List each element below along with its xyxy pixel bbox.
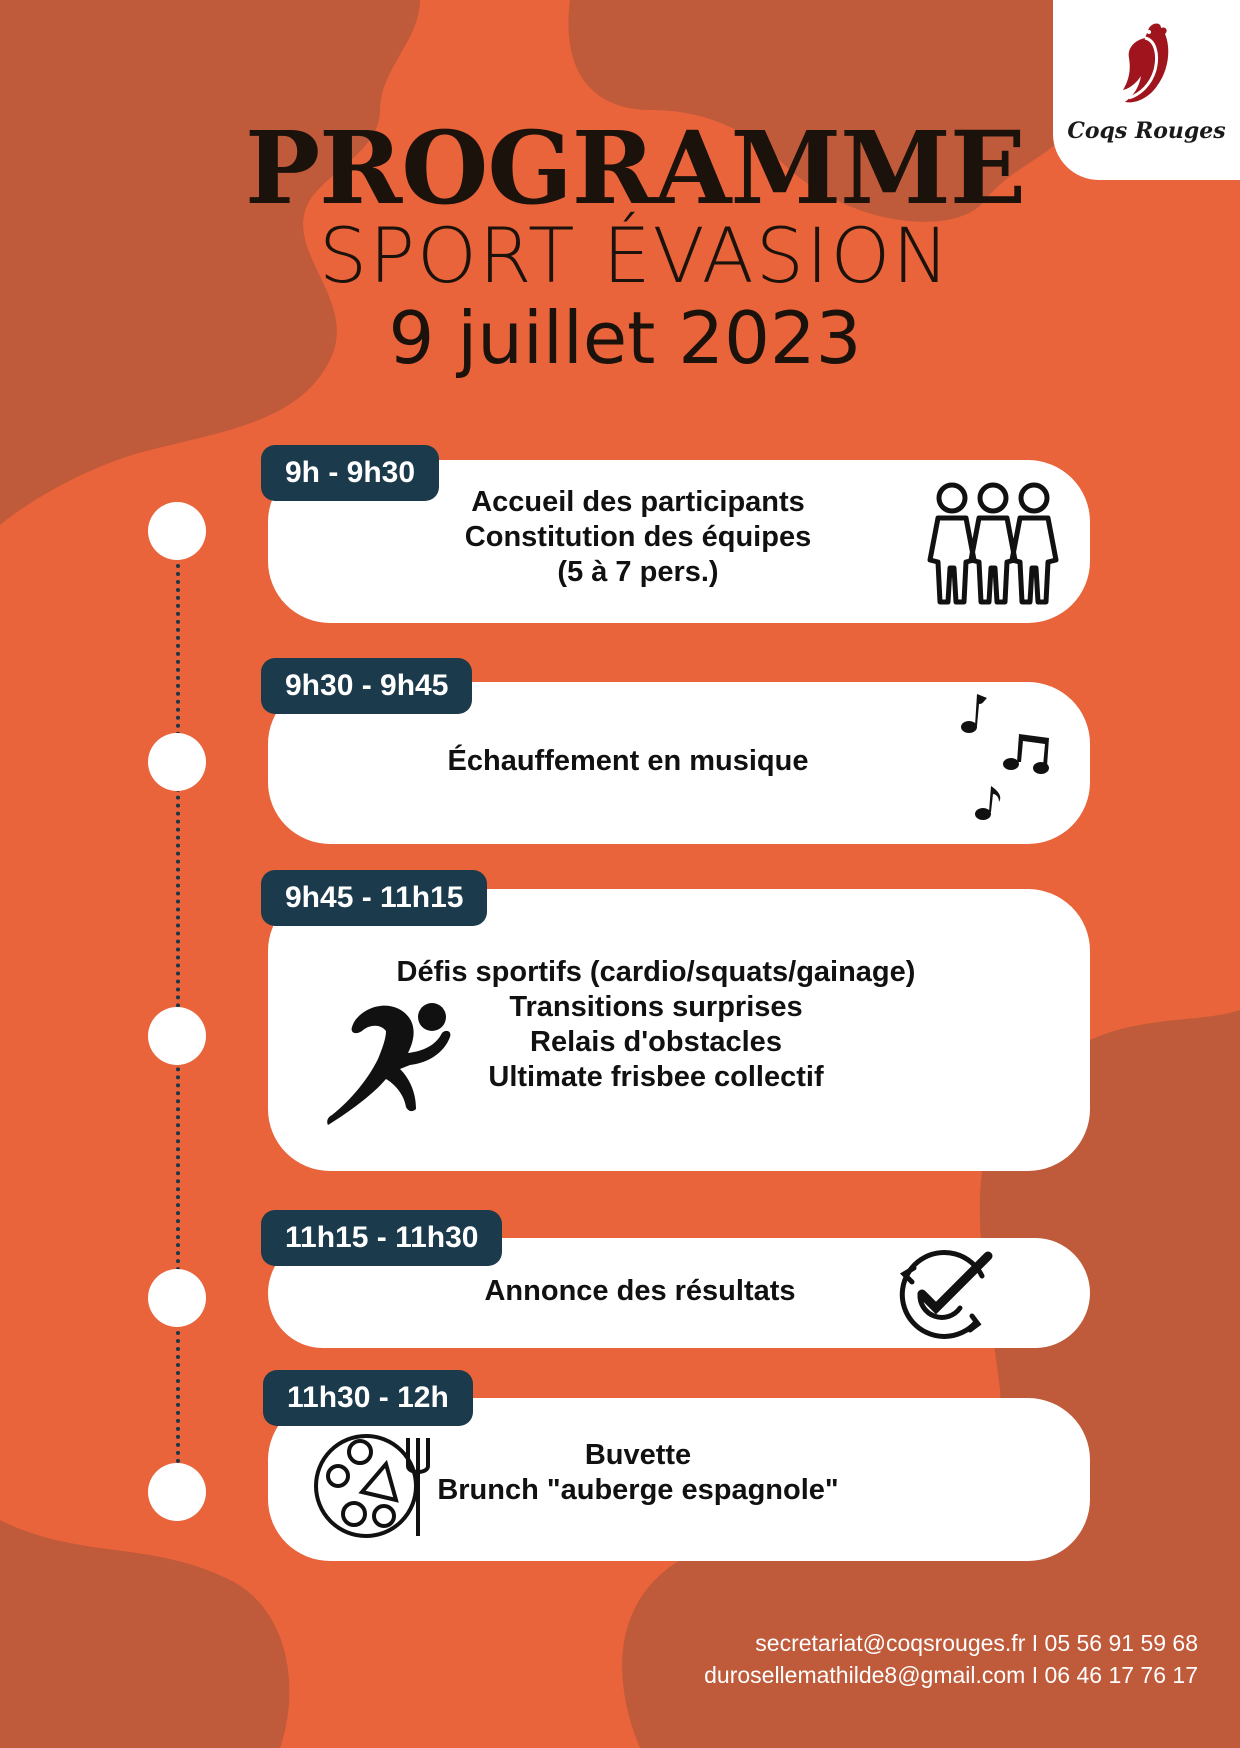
activity-line: Ultimate frisbee collectif [488,1061,824,1093]
timeline-dot [148,1463,206,1521]
card-text [243,744,1013,779]
activity-line: Brunch "auberge espagnole" [437,1474,839,1506]
activity-line: Défis sportifs (cardio/squats/gainage) [396,956,916,988]
time-badge: 9h30 - 9h45 [261,658,472,714]
activity-line: (5 à 7 pers.) [557,556,719,588]
time-badge: 11h15 - 11h30 [261,1210,502,1266]
timeline-dot [148,733,206,791]
activity-line: Relais d'obstacles [530,1026,782,1058]
rooster-logo-icon [1105,18,1185,118]
bottom-left-blob [0,1520,289,1748]
activity-line: Annonce des résultats [484,1275,796,1307]
activity-line: Transitions surprises [509,991,803,1023]
timeline-dot [148,1269,206,1327]
activity-line: Buvette [584,1439,692,1471]
contact-line[interactable]: durosellemathilde8@gmail.com I 06 46 17 76 17 [704,1662,1198,1688]
brand-name: Coqs Rouges [1067,118,1226,144]
music-notes-icon [953,690,1063,825]
event-name: SPORT ÉVASION [318,211,952,300]
time-badge: 11h30 - 12h [263,1370,473,1426]
activity-line: Échauffement en musique [447,745,809,777]
checkmark-cycle-icon [892,1246,996,1342]
page-title: PROGRAMME [244,109,1026,227]
group-people-icon [918,482,1068,607]
schedule-card [268,889,1090,1171]
timeline-dot [148,502,206,560]
time-badge: 9h45 - 11h15 [261,870,487,926]
plate-fork-icon [312,1430,436,1542]
contact-line[interactable]: secretariat@coqsrouges.fr I 05 56 91 59 68 [755,1630,1198,1656]
runner-icon [324,999,464,1134]
activity-line: Constitution des équipes [464,521,812,553]
activity-line: Accueil des participants [471,486,805,518]
time-badge: 9h - 9h30 [261,445,439,501]
event-date: 9 juillet 2023 [388,296,862,380]
timeline-dot [148,1007,206,1065]
